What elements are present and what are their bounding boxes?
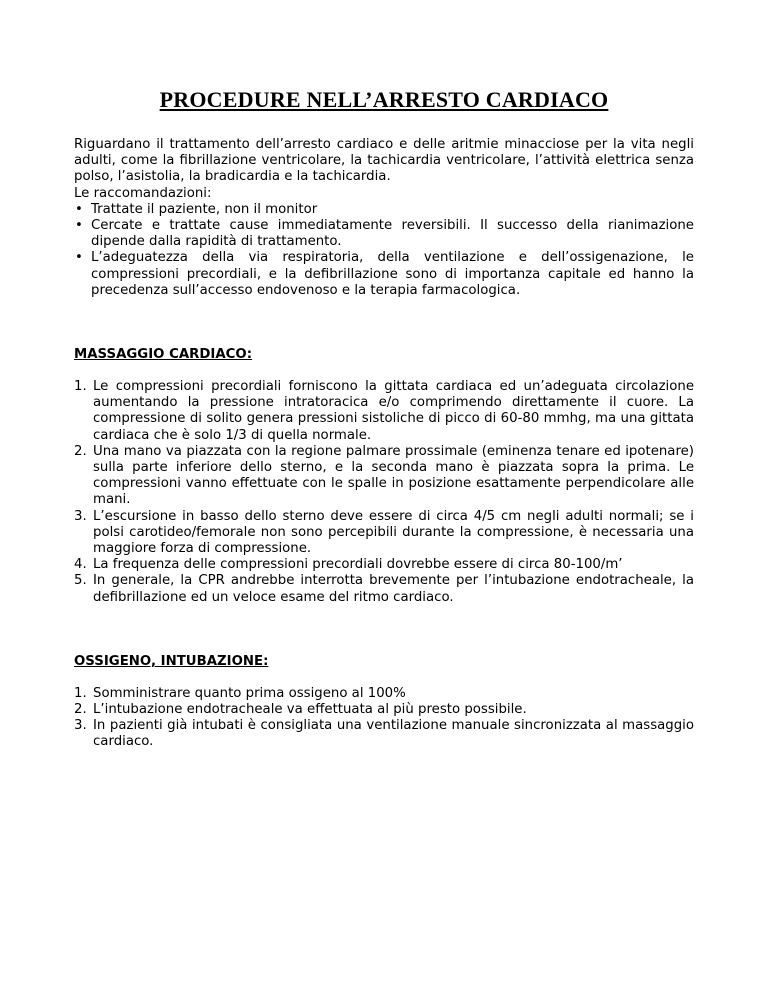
list-item: 4. La frequenza delle compressioni precordiali dovrebbe essere di circa 80-100/m’ [74,557,623,573]
recommendations-list [74,202,694,299]
list-item: 1. Le compressioni precordiali forniscono la gittata cardiaca ed un’adeguata circolazione aumentando la pressione intratoracica e/o comprimendo direttamente il cuore. La compressione di solito genera pressioni sistoliche di picco di 60-80 mmhg, ma una gittata cardiaca che è solo 1/3 di quella normale. [74,379,694,443]
list-item: 2. L’intubazione endotracheale va effettuata al più presto possibile. [74,702,527,718]
section-heading-ossigeno: OSSIGENO, INTUBAZIONE: [74,653,269,669]
list-item: • Cercate e trattate cause immediatamente reversibili. Il successo della rianimazione dipende dalla rapidità di trattamento. [75,218,694,250]
massaggio-list [74,379,694,606]
list-item: 3. L’escursione in basso dello sterno deve essere di circa 4/5 cm negli adulti normali; se i polsi carotideo/femorale non sono percepibili durante la compressione, è necessaria una maggiore forza di compressione. [74,508,694,557]
list-item: 3. In pazienti già intubati è consigliata una ventilazione manuale sincronizzata al massaggio cardiaco. [74,718,694,750]
intro-paragraph: Riguardano il trattamento dell’arresto cardiaco e delle aritmie minacciose per la vita negli adulti, come la fibrillazione ventricolare, la tachicardia ventricolare, l’attività elettrica senza polso, l’asistolia, la bradicardia e la tachicardia. [74,137,694,185]
list-item: 5. In generale, la CPR andrebbe interrotta brevemente per l’intubazione endotracheale, la defibrillazione ed un veloce esame del ritmo cardiaco. [74,573,694,605]
list-item: • L’adeguatezza della via respiratoria, della ventilazione e dell’ossigenazione, le compressioni precordiali, e la defibrillazione sono di importanza capitale ed hanno la precedenza sull’accesso endovenoso e la terapia farmacologica. [75,250,694,298]
document-page [74,0,694,751]
section-heading-massaggio: MASSAGGIO CARDIACO: [74,347,253,363]
recommendations-label: Le raccomandazioni: [74,185,212,201]
list-item: • Trattate il paziente, non il monitor [75,201,318,217]
list-item: 2. Una mano va piazzata con la regione palmare prossimale (eminenza tenare ed ipotenare) sulla parte inferiore dello sterno, e la seconda mano è piazzata sopra la prima. Le compressioni vanno effettuate con le spalle in posizione esattamente perpendicolare alle mani. [74,443,694,508]
bullet-icon: • [75,201,83,217]
page-title: PROCEDURE NELL’ARRESTO CARDIACO [159,87,609,112]
bullet-icon: • [75,250,83,266]
list-item: 1. Somministrare quanto prima ossigeno al 100% [74,685,406,701]
ossigeno-list [74,686,694,751]
bullet-icon: • [75,218,83,234]
